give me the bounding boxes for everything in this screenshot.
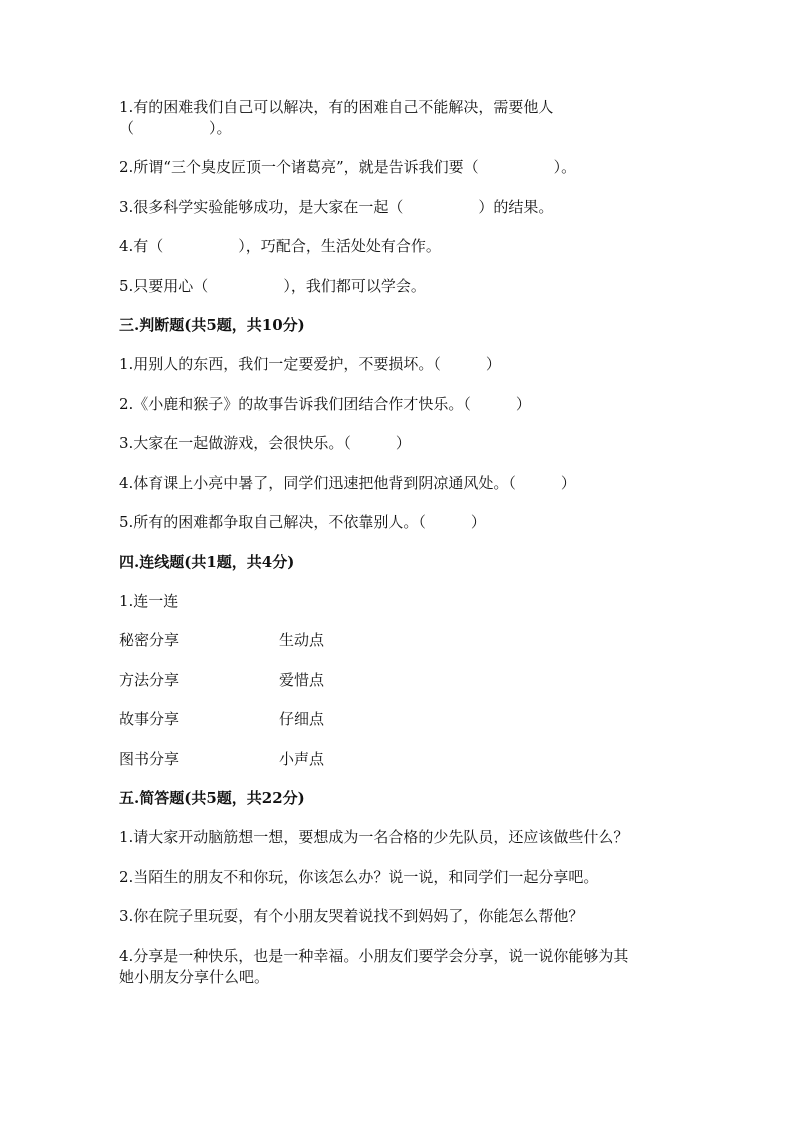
fill-q1-line1: 1.有的困难我们自己可以解决，有的困难自己不能解决，需要他人 bbox=[119, 98, 554, 116]
judge-q5: 5.所有的困难都争取自己解决，不依靠别人。（ ） bbox=[119, 513, 486, 531]
fill-q4: 4.有（ ），巧配合，生活处处有合作。 bbox=[119, 237, 441, 255]
match-left-4: 图书分享 bbox=[119, 750, 180, 768]
match-left-2: 方法分享 bbox=[119, 671, 180, 689]
judge-q4: 4.体育课上小亮中暑了，同学们迅速把他背到阴凉通风处。（ ） bbox=[119, 474, 576, 492]
judge-q1: 1.用别人的东西，我们一定要爱护，不要损坏。（ ） bbox=[119, 355, 501, 373]
match-right-1: 生动点 bbox=[279, 631, 325, 649]
short-q1: 1.请大家开动脑筋想一想，要想成为一名合格的少先队员，还应该做些什么？ bbox=[119, 828, 629, 846]
matching-question: 1.连一连 bbox=[119, 592, 179, 610]
section-title-matching: 四.连线题(共1题，共4分) bbox=[119, 553, 295, 571]
fill-q5: 5.只要用心（ ），我们都可以学会。 bbox=[119, 277, 426, 295]
section-title-short-answer: 五.简答题(共5题，共22分) bbox=[119, 789, 305, 807]
fill-q3: 3.很多科学实验能够成功，是大家在一起（ ）的结果。 bbox=[119, 198, 554, 216]
short-q2: 2.当陌生的朋友不和你玩，你该怎么办？说一说，和同学们一起分享吧。 bbox=[119, 868, 599, 886]
fill-q1-line2: （ ）。 bbox=[119, 119, 232, 137]
match-right-2: 爱惜点 bbox=[279, 671, 325, 689]
match-left-3: 故事分享 bbox=[119, 710, 180, 728]
short-q4-line1: 4.分享是一种快乐，也是一种幸福。小朋友们要学会分享，说一说你能够为其 bbox=[119, 947, 629, 965]
judge-q3: 3.大家在一起做游戏，会很快乐。（ ） bbox=[119, 434, 411, 452]
judge-q2: 2.《小鹿和猴子》的故事告诉我们团结合作才快乐。（ ） bbox=[119, 395, 531, 413]
section-title-judgement: 三.判断题(共5题，共10分) bbox=[119, 316, 305, 334]
short-q4-line2: 她小朋友分享什么吧。 bbox=[119, 968, 270, 986]
match-right-3: 仔细点 bbox=[279, 710, 325, 728]
match-left-1: 秘密分享 bbox=[119, 631, 180, 649]
fill-q2: 2.所谓“三个臭皮匠顶一个诸葛亮”，就是告诉我们要（ ）。 bbox=[119, 158, 577, 176]
match-right-4: 小声点 bbox=[279, 750, 325, 768]
short-q3: 3.你在院子里玩耍，有个小朋友哭着说找不到妈妈了，你能怎么帮他？ bbox=[119, 907, 584, 925]
